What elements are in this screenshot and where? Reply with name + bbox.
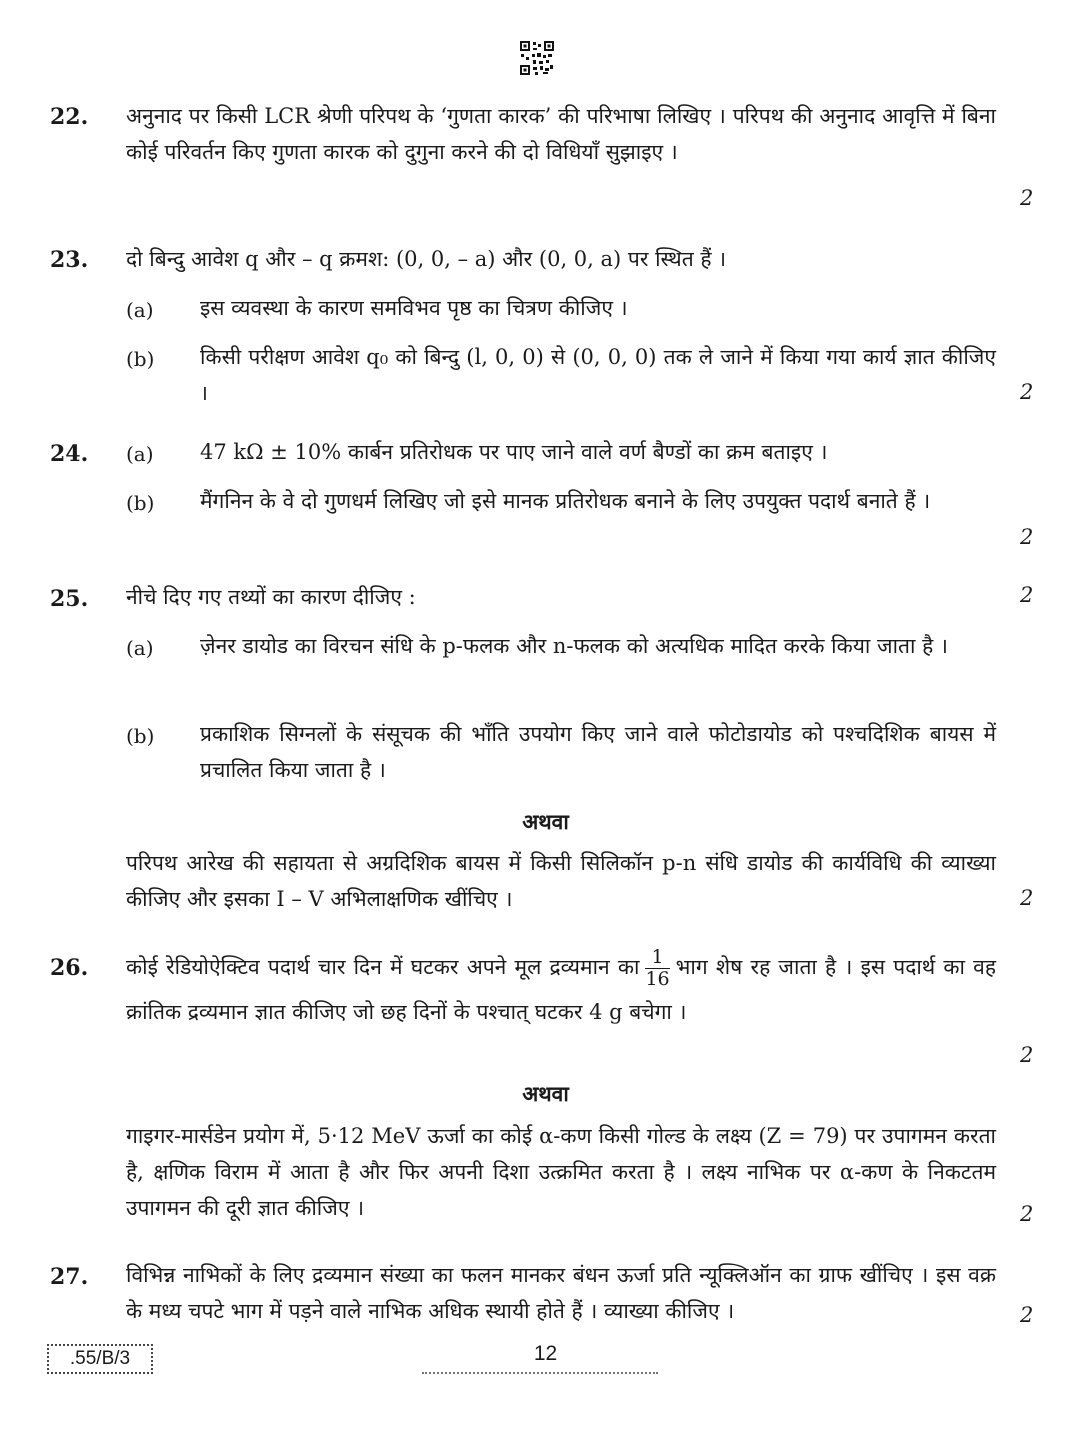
question-26-or-marks: 2 <box>1020 1202 1034 1226</box>
question-23-text: दो बिन्दु आवेश q और – q क्रमश: (0, 0, – a) और (0, 0, a) पर स्थित हैं । <box>126 247 727 271</box>
question-22-text: अनुनाद पर किसी LCR श्रेणी परिपथ के ‘गुणता कारक’ की परिभाषा लिखिए । परिपथ की अनुनाद आवृत्ति में बिना कोई परिवर्तन किए गुणता कारक को दुगुना करने की दो विधियाँ सुझाइए । <box>126 104 996 164</box>
fraction <box>645 947 669 990</box>
question-26-text <box>126 945 996 1034</box>
fraction-denominator: 16 <box>645 968 670 990</box>
question-23a-label: (a) <box>126 298 154 322</box>
question-25-or-text: परिपथ आरेख की सहायता से अग्रदिशिक बायस में किसी सिलिकॉन p-n संधि डायोड की कार्यविधि की व्याख्या कीजिए और इसका I – V अभिलाक्षणिक खींचिए । <box>126 851 996 911</box>
question-25b-text: प्रकाशिक सिग्नलों के संसूचक की भाँति उपयोग किए जाने वाले फोटोडायोड को पश्चदिशिक बायस में प्रचालित किया जाता है । <box>200 722 996 782</box>
page-number: 12 <box>533 1342 558 1365</box>
question-24a-label: (a) <box>126 442 154 466</box>
question-24a-text: 47 kΩ ± 10% कार्बन प्रतिरोधक पर पाए जाने वाले वर्ण बैण्डों का क्रम बताइए । <box>200 440 828 464</box>
question-25a-text: ज़ेनर डायोड का विरचन संधि के p-फलक और n-फलक को अत्यधिक मादित करके किया जाता है । <box>200 634 948 658</box>
question-number-27: 27. <box>50 1264 89 1290</box>
question-number-24: 24. <box>50 441 89 467</box>
qr-code <box>519 40 555 76</box>
or-heading-26: अथवा <box>522 1081 569 1106</box>
fraction-numerator: 1 <box>645 947 669 969</box>
question-25-text: नीचे दिए गए तथ्यों का कारण दीजिए : <box>126 585 416 609</box>
question-26-text-after: भाग शेष रह जाता है । इस पदार्थ का वह क्रांतिक द्रव्यमान ज्ञात कीजिए जो छह दिनों के पश्चात् घटकर 4 g बचेगा । <box>126 955 996 1024</box>
question-26-marks: 2 <box>1020 1043 1034 1067</box>
question-25a-label: (a) <box>126 636 154 660</box>
question-23b-label: (b) <box>126 347 155 371</box>
question-26-text-before: कोई रेडियोऐक्टिव पदार्थ चार दिन में घटकर अपने मूल द्रव्यमान का <box>126 955 640 979</box>
question-27-text: विभिन्न नाभिकों के लिए द्रव्यमान संख्या का फलन मानकर बंधन ऊर्जा प्रति न्यूक्लिऑन का ग्राफ खींचिए । इस वक्र के मध्य चपटे भाग में पड़ने वाले नाभिक अधिक स्थायी होते हैं । व्याख्या कीजिए । <box>126 1263 996 1323</box>
question-25b-label: (b) <box>126 724 155 748</box>
question-23b-text: किसी परीक्षण आवेश q₀ को बिन्दु (l, 0, 0) से (0, 0, 0) तक ले जाने में किया गया कार्य ज्ञात कीजिए । <box>200 345 996 405</box>
question-number-23: 23. <box>50 247 89 273</box>
question-23a-text: इस व्यवस्था के कारण समविभव पृष्ठ का चित्रण कीजिए । <box>200 296 628 320</box>
question-24b-label: (b) <box>126 491 155 515</box>
question-26-or-text: गाइगर-मार्सडेन प्रयोग में, 5·12 MeV ऊर्जा का कोई α-कण किसी गोल्ड के लक्ष्य (Z = 79) पर उपागमन करता है, क्षणिक विराम में आता है और फिर अपनी दिशा उत्क्रमित करता है । लक्ष्य नाभिक पर α-कण के निकटतम उपागमन की दूरी ज्ञात कीजिए । <box>126 1124 996 1220</box>
question-24-marks: 2 <box>1020 525 1034 549</box>
question-25-marks: 2 <box>1020 583 1034 607</box>
question-number-22: 22. <box>50 104 89 130</box>
question-22-marks: 2 <box>1020 186 1034 210</box>
paper-code: .55/B/3 <box>47 1344 153 1374</box>
question-number-26: 26. <box>50 955 89 981</box>
or-heading-25: अथवा <box>522 809 569 834</box>
question-24b-text: मैंगनिन के वे दो गुणधर्म लिखिए जो इसे मानक प्रतिरोधक बनाने के लिए उपयुक्त पदार्थ बनाते हैं । <box>200 489 931 513</box>
question-27-marks: 2 <box>1020 1303 1034 1327</box>
footer-divider <box>422 1372 658 1374</box>
question-number-25: 25. <box>50 586 89 612</box>
question-23-marks: 2 <box>1020 380 1034 404</box>
question-25-or-marks: 2 <box>1020 886 1034 910</box>
